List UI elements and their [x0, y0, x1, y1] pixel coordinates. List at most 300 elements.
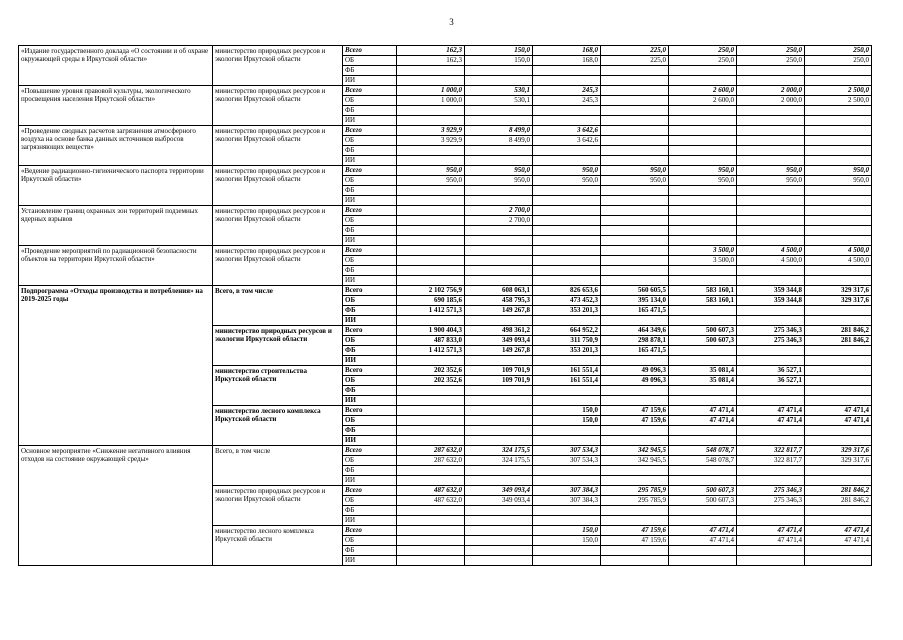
amount-cell: 35 081,4 [669, 376, 737, 386]
amount-cell [533, 466, 601, 476]
amount-cell: 281 846,2 [805, 326, 872, 336]
amount-cell [601, 186, 669, 196]
amount-cell: 275 346,3 [737, 326, 805, 336]
activity-name: Подпрограмма «Отходы производства и потребления» на 2019-2025 годы [19, 286, 213, 446]
amount-cell [397, 226, 465, 236]
amount-cell [465, 156, 533, 166]
amount-cell [465, 266, 533, 276]
amount-cell: 322 817,7 [737, 446, 805, 456]
amount-cell [465, 396, 533, 406]
amount-cell: 275 346,3 [737, 486, 805, 496]
amount-cell: 307 384,3 [533, 496, 601, 506]
responsible-org: Всего, в том числе [213, 286, 343, 326]
amount-cell: 281 846,2 [805, 496, 872, 506]
amount-cell: 583 160,1 [669, 286, 737, 296]
amount-cell: 395 134,0 [601, 296, 669, 306]
amount-cell [805, 556, 872, 566]
funding-source: Всего [343, 166, 397, 176]
amount-cell: 47 471,4 [805, 416, 872, 426]
amount-cell: 1 000,0 [397, 96, 465, 106]
funding-source: Всего [343, 246, 397, 256]
amount-cell [465, 506, 533, 516]
amount-cell: 500 607,3 [669, 336, 737, 346]
amount-cell [465, 356, 533, 366]
amount-cell: 950,0 [533, 176, 601, 186]
funding-source: ФБ [343, 146, 397, 156]
funding-source: ИИ [343, 196, 397, 206]
amount-cell [397, 76, 465, 86]
amount-cell [533, 156, 601, 166]
amount-cell [533, 186, 601, 196]
funding-source: ОБ [343, 256, 397, 266]
activity-name: «Проведение мероприятий по радиационной безопасности объектов на территории Иркутской области» [19, 246, 213, 286]
amount-cell: 36 527,1 [737, 376, 805, 386]
amount-cell: 245,3 [533, 96, 601, 106]
amount-cell: 307 534,3 [533, 446, 601, 456]
amount-cell: 47 471,4 [669, 416, 737, 426]
amount-cell [465, 386, 533, 396]
amount-cell [533, 106, 601, 116]
amount-cell [397, 236, 465, 246]
amount-cell [669, 216, 737, 226]
amount-cell [737, 126, 805, 136]
amount-cell: 47 471,4 [805, 536, 872, 546]
amount-cell: 950,0 [805, 176, 872, 186]
amount-cell [737, 216, 805, 226]
amount-cell: 500 607,3 [669, 496, 737, 506]
amount-cell: 49 096,3 [601, 376, 669, 386]
amount-cell [737, 556, 805, 566]
amount-cell: 950,0 [669, 176, 737, 186]
amount-cell [465, 546, 533, 556]
amount-cell [397, 256, 465, 266]
amount-cell: 165 471,5 [601, 306, 669, 316]
amount-cell [805, 236, 872, 246]
amount-cell [805, 66, 872, 76]
amount-cell [737, 156, 805, 166]
amount-cell [465, 476, 533, 486]
amount-cell: 342 945,5 [601, 456, 669, 466]
amount-cell [805, 76, 872, 86]
amount-cell [533, 226, 601, 236]
amount-cell: 2 700,0 [465, 216, 533, 226]
amount-cell [601, 116, 669, 126]
amount-cell [465, 196, 533, 206]
amount-cell: 250,0 [805, 46, 872, 56]
amount-cell: 2 500,0 [805, 86, 872, 96]
amount-cell [805, 466, 872, 476]
responsible-org: министерство природных ресурсов и экологии Иркутской области [213, 326, 343, 366]
activity-name: Основное мероприятие «Снижение негативного влияния отходов на состояние окружающей среды» [19, 446, 213, 566]
amount-cell: 245,3 [533, 86, 601, 96]
amount-cell [669, 316, 737, 326]
amount-cell: 608 063,1 [465, 286, 533, 296]
funding-source: ФБ [343, 226, 397, 236]
amount-cell [805, 396, 872, 406]
amount-cell: 47 471,4 [737, 526, 805, 536]
amount-cell: 349 093,4 [465, 496, 533, 506]
amount-cell: 4 500,0 [805, 246, 872, 256]
funding-source: Всего [343, 526, 397, 536]
funding-source: Всего [343, 206, 397, 216]
amount-cell: 4 500,0 [805, 256, 872, 266]
funding-source: Всего [343, 126, 397, 136]
amount-cell: 250,0 [669, 56, 737, 66]
amount-cell [601, 66, 669, 76]
amount-cell: 298 878,1 [601, 336, 669, 346]
amount-cell [805, 306, 872, 316]
amount-cell [465, 556, 533, 566]
amount-cell [397, 116, 465, 126]
amount-cell: 2 600,0 [669, 96, 737, 106]
funding-source: ИИ [343, 156, 397, 166]
amount-cell [737, 506, 805, 516]
amount-cell: 1 412 571,3 [397, 306, 465, 316]
amount-cell [669, 66, 737, 76]
amount-cell [601, 256, 669, 266]
amount-cell: 36 527,1 [737, 366, 805, 376]
amount-cell [669, 276, 737, 286]
amount-cell [737, 316, 805, 326]
amount-cell: 950,0 [397, 166, 465, 176]
amount-cell [465, 466, 533, 476]
funding-source: ИИ [343, 76, 397, 86]
amount-cell [465, 116, 533, 126]
responsible-org: министерство природных ресурсов и экологии Иркутской области [213, 246, 343, 286]
amount-cell [805, 106, 872, 116]
amount-cell [805, 436, 872, 446]
table-row [19, 86, 872, 96]
amount-cell: 150,0 [533, 526, 601, 536]
funding-source: ФБ [343, 546, 397, 556]
table-row [19, 126, 872, 136]
amount-cell [737, 66, 805, 76]
amount-cell [805, 116, 872, 126]
amount-cell [669, 426, 737, 436]
amount-cell [737, 276, 805, 286]
amount-cell [397, 546, 465, 556]
amount-cell [669, 76, 737, 86]
page-number: 3 [449, 17, 454, 27]
amount-cell [533, 66, 601, 76]
amount-cell: 487 632,0 [397, 486, 465, 496]
amount-cell: 250,0 [737, 56, 805, 66]
funding-source: Всего [343, 366, 397, 376]
amount-cell [737, 116, 805, 126]
amount-cell [805, 386, 872, 396]
amount-cell: 3 929,9 [397, 136, 465, 146]
amount-cell [805, 266, 872, 276]
amount-cell [397, 276, 465, 286]
amount-cell: 473 452,3 [533, 296, 601, 306]
amount-cell [737, 266, 805, 276]
amount-cell [533, 116, 601, 126]
amount-cell: 950,0 [533, 166, 601, 176]
amount-cell [465, 236, 533, 246]
amount-cell: 950,0 [601, 166, 669, 176]
amount-cell: 281 846,2 [805, 486, 872, 496]
responsible-org: министерство природных ресурсов и экологии Иркутской области [213, 86, 343, 126]
amount-cell [669, 126, 737, 136]
amount-cell [601, 466, 669, 476]
responsible-org: министерство природных ресурсов и экологии Иркутской области [213, 206, 343, 246]
amount-cell: 47 159,6 [601, 406, 669, 416]
amount-cell: 950,0 [601, 176, 669, 186]
amount-cell [601, 206, 669, 216]
amount-cell: 353 201,3 [533, 306, 601, 316]
amount-cell [601, 356, 669, 366]
amount-cell: 8 499,0 [465, 136, 533, 146]
amount-cell: 47 159,6 [601, 526, 669, 536]
funding-source: Всего [343, 46, 397, 56]
responsible-org: министерство лесного комплекса Иркутской области [213, 526, 343, 566]
amount-cell [397, 246, 465, 256]
amount-cell [669, 116, 737, 126]
table-row [19, 446, 872, 456]
amount-cell [737, 546, 805, 556]
amount-cell [533, 76, 601, 86]
amount-cell [805, 506, 872, 516]
amount-cell [533, 356, 601, 366]
amount-cell [465, 226, 533, 236]
amount-cell: 47 159,6 [601, 536, 669, 546]
amount-cell [601, 126, 669, 136]
amount-cell: 500 607,3 [669, 326, 737, 336]
amount-cell [465, 146, 533, 156]
amount-cell [737, 306, 805, 316]
amount-cell [669, 546, 737, 556]
amount-cell: 307 534,3 [533, 456, 601, 466]
amount-cell [533, 516, 601, 526]
funding-source: ФБ [343, 186, 397, 196]
funding-source: ОБ [343, 216, 397, 226]
amount-cell: 359 344,8 [737, 296, 805, 306]
amount-cell: 161 551,4 [533, 366, 601, 376]
amount-cell: 498 361,2 [465, 326, 533, 336]
amount-cell [465, 246, 533, 256]
amount-cell [397, 186, 465, 196]
amount-cell [601, 276, 669, 286]
amount-cell: 950,0 [737, 166, 805, 176]
funding-source: ИИ [343, 556, 397, 566]
amount-cell: 950,0 [805, 166, 872, 176]
amount-cell [397, 536, 465, 546]
amount-cell [397, 506, 465, 516]
amount-cell: 47 471,4 [737, 536, 805, 546]
amount-cell [737, 426, 805, 436]
amount-cell: 3 500,0 [669, 246, 737, 256]
amount-cell: 150,0 [465, 46, 533, 56]
amount-cell: 353 201,3 [533, 346, 601, 356]
amount-cell [465, 276, 533, 286]
amount-cell: 225,0 [601, 46, 669, 56]
funding-source: ИИ [343, 116, 397, 126]
amount-cell [397, 426, 465, 436]
amount-cell [669, 466, 737, 476]
amount-cell [805, 136, 872, 146]
amount-cell [737, 396, 805, 406]
amount-cell: 1 000,0 [397, 86, 465, 96]
amount-cell [533, 476, 601, 486]
amount-cell [533, 236, 601, 246]
amount-cell [737, 236, 805, 246]
amount-cell: 2 102 756,9 [397, 286, 465, 296]
amount-cell [601, 396, 669, 406]
table-row [19, 206, 872, 216]
activity-name: «Проведение сводных расчетов загрязнения атмосферного воздуха на основе банка данных источников выбросов загрязняющих веществ» [19, 126, 213, 166]
amount-cell [397, 146, 465, 156]
amount-cell [465, 186, 533, 196]
amount-cell [805, 476, 872, 486]
amount-cell [601, 226, 669, 236]
amount-cell: 202 352,6 [397, 366, 465, 376]
funding-source: ФБ [343, 266, 397, 276]
amount-cell [601, 316, 669, 326]
amount-cell [669, 136, 737, 146]
amount-cell: 225,0 [601, 56, 669, 66]
amount-cell: 458 795,3 [465, 296, 533, 306]
amount-cell [533, 396, 601, 406]
amount-cell [533, 276, 601, 286]
amount-cell [465, 66, 533, 76]
amount-cell [601, 436, 669, 446]
activity-name: «Ведение радиационно-гигиенического паспорта территории Иркутской области» [19, 166, 213, 206]
amount-cell: 150,0 [533, 406, 601, 416]
amount-cell: 324 175,5 [465, 456, 533, 466]
amount-cell: 530,1 [465, 96, 533, 106]
amount-cell: 690 185,6 [397, 296, 465, 306]
amount-cell: 165 471,5 [601, 346, 669, 356]
amount-cell: 548 078,7 [669, 456, 737, 466]
amount-cell [397, 66, 465, 76]
funding-source: Всего [343, 446, 397, 456]
table-row [19, 246, 872, 256]
amount-cell [737, 226, 805, 236]
funding-source: ФБ [343, 506, 397, 516]
amount-cell: 281 846,2 [805, 336, 872, 346]
funding-source: ОБ [343, 96, 397, 106]
table-row [19, 46, 872, 56]
amount-cell [669, 556, 737, 566]
amount-cell [397, 396, 465, 406]
amount-cell: 109 701,9 [465, 366, 533, 376]
amount-cell [397, 356, 465, 366]
funding-source: ИИ [343, 436, 397, 446]
funding-source: ОБ [343, 296, 397, 306]
amount-cell: 3 642,6 [533, 126, 601, 136]
amount-cell [669, 106, 737, 116]
amount-cell [805, 146, 872, 156]
funding-source: Всего [343, 86, 397, 96]
funding-source: ФБ [343, 386, 397, 396]
amount-cell [669, 156, 737, 166]
amount-cell [737, 76, 805, 86]
funding-source: ОБ [343, 536, 397, 546]
amount-cell: 2 700,0 [465, 206, 533, 216]
amount-cell [533, 506, 601, 516]
amount-cell [397, 466, 465, 476]
amount-cell: 487 632,0 [397, 496, 465, 506]
amount-cell [397, 526, 465, 536]
amount-cell: 295 785,9 [601, 486, 669, 496]
amount-cell: 1 412 571,3 [397, 346, 465, 356]
amount-cell: 500 607,3 [669, 486, 737, 496]
amount-cell: 950,0 [737, 176, 805, 186]
amount-cell: 162,3 [397, 56, 465, 66]
budget-table [18, 45, 872, 566]
funding-source: Всего [343, 486, 397, 496]
amount-cell [737, 136, 805, 146]
funding-source: ИИ [343, 276, 397, 286]
amount-cell [805, 156, 872, 166]
amount-cell [737, 386, 805, 396]
amount-cell [805, 226, 872, 236]
amount-cell [465, 436, 533, 446]
amount-cell [805, 206, 872, 216]
amount-cell [601, 546, 669, 556]
amount-cell: 275 346,3 [737, 336, 805, 346]
amount-cell: 202 352,6 [397, 376, 465, 386]
amount-cell [669, 196, 737, 206]
amount-cell [533, 386, 601, 396]
activity-name: Установление границ охранных зон территорий подземных ядерных взрывов [19, 206, 213, 246]
amount-cell: 250,0 [805, 56, 872, 66]
amount-cell [533, 556, 601, 566]
amount-cell [465, 256, 533, 266]
amount-cell: 826 653,6 [533, 286, 601, 296]
amount-cell [737, 476, 805, 486]
amount-cell: 2 600,0 [669, 86, 737, 96]
amount-cell [533, 546, 601, 556]
amount-cell: 250,0 [669, 46, 737, 56]
amount-cell: 47 471,4 [805, 526, 872, 536]
amount-cell: 2 000,0 [737, 96, 805, 106]
responsible-org: Всего, в том числе [213, 446, 343, 486]
amount-cell: 149 267,8 [465, 306, 533, 316]
amount-cell [805, 346, 872, 356]
amount-cell [397, 266, 465, 276]
amount-cell [805, 516, 872, 526]
funding-source: ИИ [343, 356, 397, 366]
amount-cell [669, 476, 737, 486]
amount-cell [669, 346, 737, 356]
amount-cell [669, 506, 737, 516]
funding-source: ОБ [343, 56, 397, 66]
amount-cell [465, 516, 533, 526]
funding-source: ИИ [343, 316, 397, 326]
amount-cell [397, 386, 465, 396]
amount-cell [465, 76, 533, 86]
amount-cell: 150,0 [465, 56, 533, 66]
amount-cell [533, 246, 601, 256]
amount-cell [669, 236, 737, 246]
amount-cell: 329 317,6 [805, 446, 872, 456]
amount-cell: 47 471,4 [737, 406, 805, 416]
amount-cell [737, 436, 805, 446]
amount-cell [805, 276, 872, 286]
amount-cell: 3 500,0 [669, 256, 737, 266]
amount-cell: 548 078,7 [669, 446, 737, 456]
amount-cell: 8 499,0 [465, 126, 533, 136]
amount-cell [601, 156, 669, 166]
amount-cell [737, 186, 805, 196]
amount-cell: 287 632,0 [397, 446, 465, 456]
funding-source: ИИ [343, 476, 397, 486]
amount-cell: 530,1 [465, 86, 533, 96]
amount-cell [465, 526, 533, 536]
amount-cell: 47 159,6 [601, 416, 669, 426]
amount-cell: 109 701,9 [465, 376, 533, 386]
